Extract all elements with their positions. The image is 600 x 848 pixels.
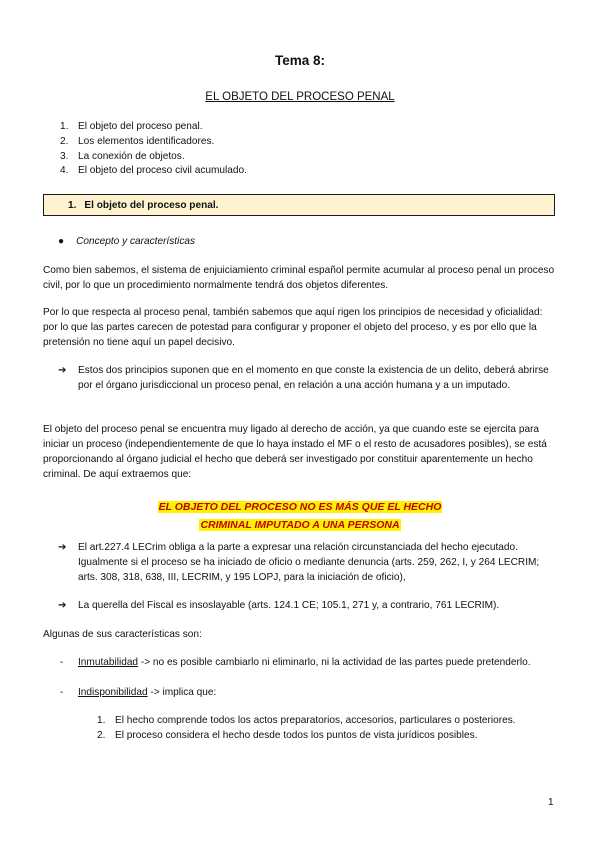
highlight-line: CRIMINAL IMPUTADO A UNA PERSONA xyxy=(200,519,400,531)
paragraph-intro: Como bien sabemos, el sistema de enjuiciamiento criminal español permite acumular al proceso penal un proceso civil, por lo que un procedimiento normalmente tendrá dos objetos diferentes. xyxy=(43,265,555,291)
toc-number: 4. xyxy=(60,165,69,176)
dash-list-item xyxy=(60,655,560,670)
sub-item-number: 2. xyxy=(97,730,106,741)
arrow-item xyxy=(58,363,558,393)
section-title: El objeto del proceso penal. xyxy=(84,200,219,211)
sub-list-item xyxy=(97,730,477,741)
characteristic-term: Indisponibilidad xyxy=(78,687,148,698)
bullet-concepto xyxy=(58,236,195,247)
toc-number: 2. xyxy=(60,136,69,147)
arrow-icon: ➔ xyxy=(58,365,67,376)
toc-label: El objeto del proceso penal. xyxy=(78,121,203,132)
bullet-text: Concepto y características xyxy=(76,236,196,247)
toc-item xyxy=(60,165,247,176)
sub-item-label: El proceso considera el hecho desde todos los puntos de vista jurídicos posibles. xyxy=(115,730,478,741)
section-number: 1. xyxy=(68,200,77,211)
paragraph-principios: Por lo que respecta al proceso penal, también sabemos que aquí rigen los principios de necesidad y oficialidad: por lo que las partes carecen de potestad para configurar y proponer el objeto del proceso, y es por ello que la pretensión no tiene aquí un papel decisivo. xyxy=(43,307,543,348)
dash-list-item xyxy=(60,685,560,700)
dash-marker: - xyxy=(60,687,64,698)
arrow-item xyxy=(58,598,558,613)
highlighted-statement xyxy=(0,497,600,533)
arrow-item xyxy=(58,540,558,585)
toc-number: 3. xyxy=(60,151,69,162)
paragraph-caracteristicas: Algunas de sus características son: xyxy=(43,629,202,640)
characteristic-desc: -> implica que: xyxy=(147,687,217,698)
page-number: 1 xyxy=(548,797,554,808)
highlight-line: EL OBJETO DEL PROCESO NO ES MÁS QUE EL HECHO xyxy=(158,501,442,513)
toc-label: El objeto del proceso civil acumulado. xyxy=(78,165,247,176)
arrow-icon: ➔ xyxy=(58,542,67,553)
section-heading xyxy=(68,200,218,211)
toc-label: La conexión de objetos. xyxy=(78,151,185,162)
arrow-item-text: Estos dos principios suponen que en el momento en que conste la existencia de un delito, deberá abrirse por el órgano jurisdiccional un proceso penal, en relación a una acción humana y a un imputado. xyxy=(78,365,549,391)
arrow-item-text: El art.227.4 LECrim obliga a la parte a expresar una relación circunstanciada del hecho ejecutado. Igualmente si el proceso se ha iniciado de oficio o mediante denuncia (arts. 259, 262, I, y 264 LECRIM; arts. 308, 318, 638, III, LECRIM, y 195 LOPJ, para la iniciación de oficio), xyxy=(78,542,540,583)
toc-number: 1. xyxy=(60,121,69,132)
toc-item xyxy=(60,151,185,162)
arrow-icon: ➔ xyxy=(58,600,67,611)
characteristic-term: Inmutabilidad xyxy=(78,657,139,668)
bullet-dot-icon: ● xyxy=(58,236,65,247)
document-subtitle: EL OBJETO DEL PROCESO PENAL xyxy=(205,91,395,103)
sub-item-number: 1. xyxy=(97,715,106,726)
dash-marker: - xyxy=(60,657,64,668)
toc-item xyxy=(60,136,214,147)
sub-list-item xyxy=(97,715,516,726)
toc-item xyxy=(60,121,203,132)
sub-item-label: El hecho comprende todos los actos preparatorios, accesorios, particulares o posteriores. xyxy=(115,715,516,726)
characteristic-desc: -> no es posible cambiarlo ni eliminarlo, ni la actividad de las partes puede pretenderlo. xyxy=(138,657,531,668)
paragraph-objeto: El objeto del proceso penal se encuentra muy ligado al derecho de acción, ya que cuando este se ejercita para iniciar un proceso (independientemente de que lo haya instado el MF o el resto de acusadores posibles), se está proporcionando al órgano judicial el hecho que deberá ser investigado por constituir aparentemente un hecho criminal. De aquí extraemos que: xyxy=(43,424,547,480)
arrow-item-text: La querella del Fiscal es insoslayable (arts. 124.1 CE; 105.1, 271 y, a contrario, 761 LECRIM). xyxy=(78,600,500,611)
toc-label: Los elementos identificadores. xyxy=(78,136,215,147)
page-title: Tema 8: xyxy=(274,53,326,68)
